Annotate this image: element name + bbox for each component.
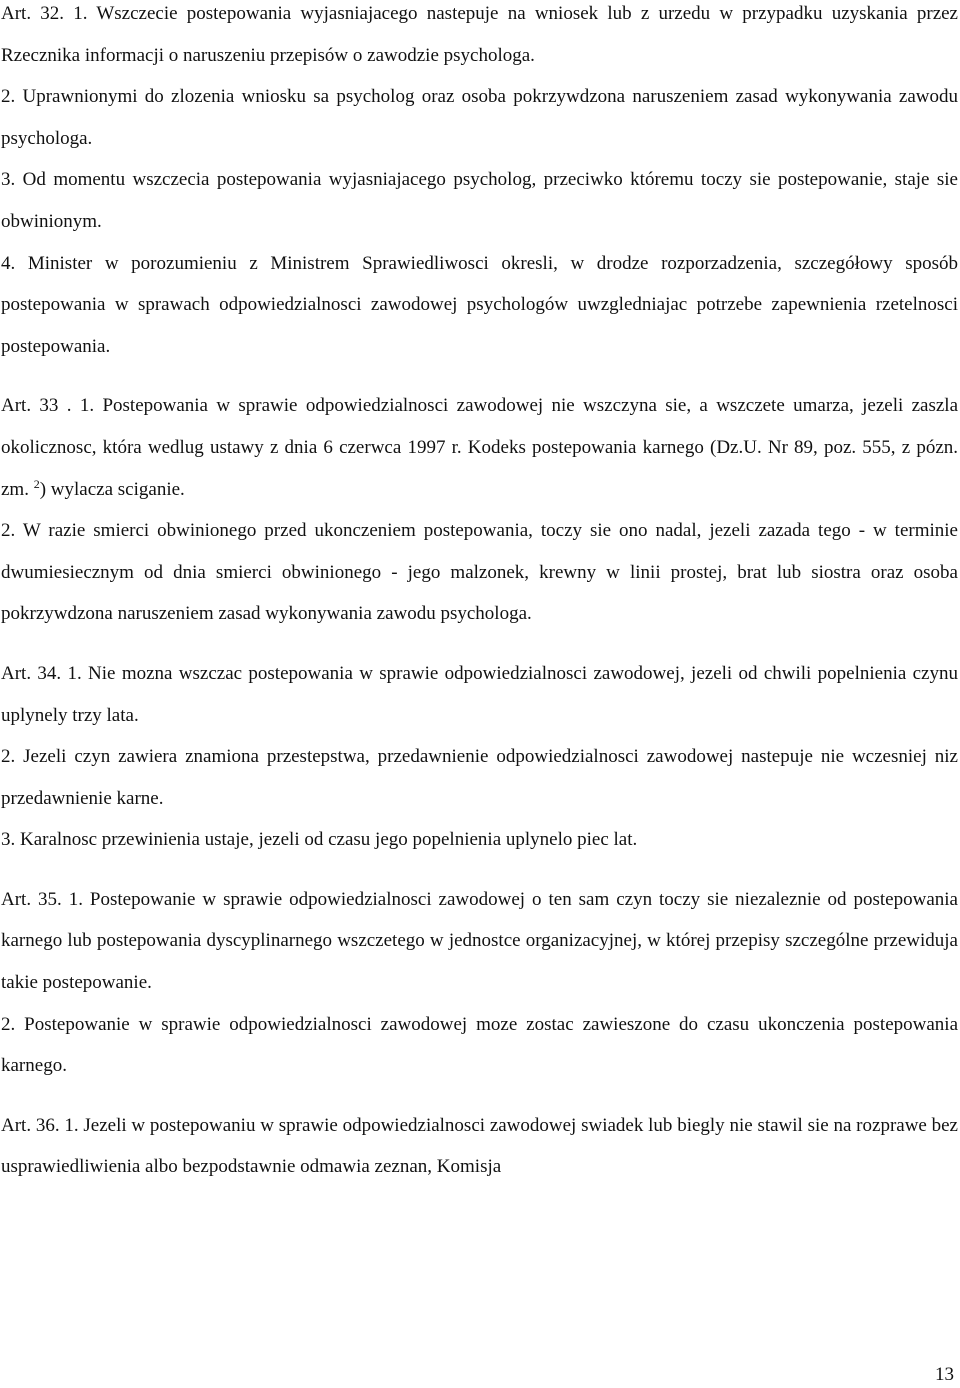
article-32-paragraph-4: 4. Minister w porozumieniu z Ministrem Sprawiedliwosci okresli, w drodze rozporzadzenia, szczegółowy sposób postepowania w sprawach odpowiedzialnosci zawodowej psychologów uwzgledniajac potrzebe zapewnienia rzetelnosci postepowania. [1,252,958,357]
article-32-paragraph-2: 2. Uprawnionymi do zlozenia wniosku sa psycholog oraz osoba pokrzywdzona naruszeniem zasad wykonywania zawodu psychologa. [1,86,958,149]
article-32-paragraph-3: 3. Od momentu wszczecia postepowania wyjasniajacego psycholog, przeciwko któremu toczy sie postepowanie, staje sie obwinionym. [1,169,958,232]
page-number: 13 [935,1364,954,1385]
article-34-paragraph-1: Art. 34. 1. Nie mozna wszczac postepowania w sprawie odpowiedzialnosci zawodowej, jezeli od chwili popelnienia czynu uplynely trzy lata. [1,662,958,726]
footnote-marker: 2 [33,476,40,491]
article-35-paragraph-1: Art. 35. 1. Postepowanie w sprawie odpowiedzialnosci zawodowej o ten sam czyn toczy sie niezaleznie od postepowania karnego lub postepowania dyscyplinarnego wszczetego w jednostce organizacyjnej, w której przepisy szczególne przewiduja takie postepowanie. [1,888,958,994]
article-34-paragraph-2: 2. Jezeli czyn zawiera znamiona przestepstwa, przedawnienie odpowiedzialnosci zawodowej nastepuje nie wczesniej niz przedawnienie karne. [1,746,958,809]
article-32-paragraph-1: Art. 32. 1. Wszczecie postepowania wyjasniajacego nastepuje na wniosek lub z urzedu w przypadku uzyskania przez Rzecznika informacji o naruszeniu przepisów o zawodzie psychologa. [1,3,958,66]
article-32 [1,0,958,367]
article-35 [1,879,958,1087]
article-36 [1,1105,958,1188]
article-33-paragraph-1-text: Art. 33 . 1. Postepowania w sprawie odpowiedzialnosci zawodowej nie wszczyna sie, a wszczete umarza, jezeli zaszla okolicznosc, która wedlug ustawy z dnia 6 czerwca 1997 r. Kodeks postepowania karnego (Dz.U. Nr 89, poz. 555, z pózn. zm. [1,395,958,500]
article-33 [1,385,958,635]
article-34 [1,653,958,861]
article-33-paragraph-2: 2. W razie smierci obwinionego przed ukonczeniem postepowania, toczy sie ono nadal, jezeli zazada tego - w terminie dwumiesiecznym od dnia smierci obwinionego - jego malzonek, krewny w linii prostej, brat lub siostra oraz osoba pokrzywdzona naruszeniem zasad wykonywania zawodu psychologa. [1,520,958,625]
article-36-paragraph-1: Art. 36. 1. Jezeli w postepowaniu w sprawie odpowiedzialnosci zawodowej swiadek lub biegly nie stawil sie na rozprawe bez usprawiedliwienia albo bezpodstawnie odmawia zeznan, Komisja [1,1114,958,1178]
article-33-paragraph-1 [1,385,958,510]
article-35-paragraph-2: 2. Postepowanie w sprawie odpowiedzialnosci zawodowej moze zostac zawieszone do czasu ukonczenia postepowania karnego. [1,1013,958,1077]
article-34-paragraph-3: 3. Karalnosc przewinienia ustaje, jezeli od czasu jego popelnienia uplynelo piec lat. [1,829,638,851]
article-33-paragraph-1-text-end: ) wylacza sciganie. [39,478,185,500]
